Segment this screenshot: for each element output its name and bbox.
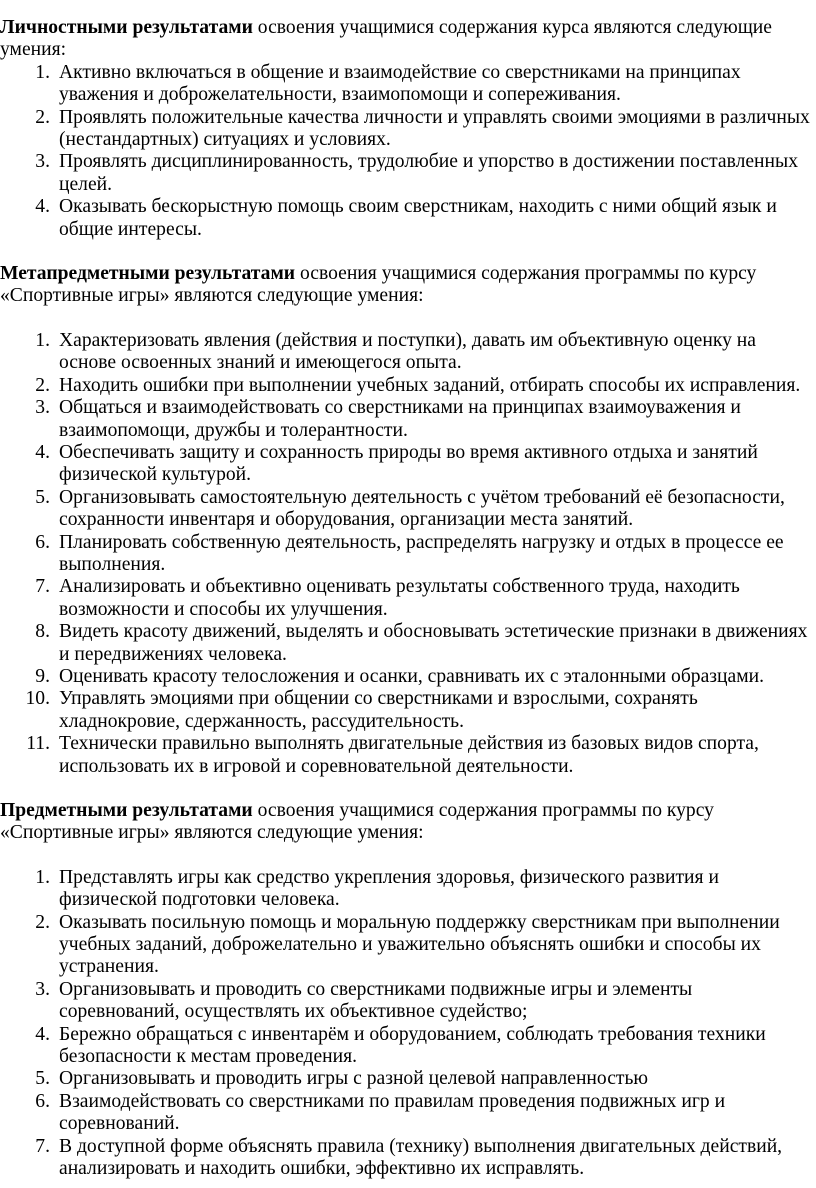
list-item-number: 6.	[35, 1090, 50, 1112]
list-item-text: Оценивать красоту телосложения и осанки, сравнивать их с эталонными образцами.	[59, 665, 764, 687]
list-item	[0, 576, 816, 621]
list-item-number: 3.	[35, 151, 50, 173]
metasubject-results-list	[0, 330, 816, 778]
subject-results-list	[0, 867, 816, 1181]
list-item-number: 1.	[35, 329, 50, 351]
list-item	[0, 912, 816, 979]
list-item-number: 3.	[35, 397, 50, 419]
list-item	[0, 442, 816, 487]
list-item-text: Анализировать и объективно оценивать результаты собственного труда, находить возможности и способы их улучшения.	[59, 576, 740, 620]
list-item-text: Характеризовать явления (действия и поступки), давать им объективную оценку на основе освоенных знаний и имеющегося опыта.	[59, 329, 756, 374]
metasubject-results-heading-bold: Метапредметными результатами	[0, 263, 296, 285]
list-item	[0, 666, 816, 688]
list-item	[0, 151, 816, 196]
list-item	[0, 375, 816, 397]
list-item	[0, 867, 816, 912]
list-item-text: Представлять игры как средство укрепления здоровья, физического развития и физической подготовки человека.	[59, 866, 719, 911]
list-item	[0, 733, 816, 778]
list-item-number: 2.	[35, 911, 50, 933]
list-item	[0, 979, 816, 1024]
personal-results-heading	[0, 17, 816, 62]
list-item-number: 7.	[35, 576, 50, 598]
list-item	[0, 487, 816, 532]
list-item	[0, 1068, 816, 1090]
list-item-number: 8.	[35, 621, 50, 643]
list-item-text: В доступной форме объяснять правила (технику) выполнения двигательных действий, анализировать и находить ошибки, эффективно их исправлять.	[59, 1135, 783, 1180]
list-item	[0, 621, 816, 666]
subject-results-heading	[0, 800, 816, 845]
list-item	[0, 1024, 816, 1069]
list-item	[0, 62, 816, 107]
subject-results-heading-bold: Предметными результатами	[0, 800, 253, 821]
list-item-number: 4.	[35, 196, 50, 218]
list-item-number: 5.	[35, 486, 50, 508]
list-item-text: Организовывать и проводить со сверстниками подвижные игры и элементы соревнований, осуществлять их объективное судейство;	[59, 978, 693, 1023]
list-item-text: Общаться и взаимодействовать со сверстниками на принципах взаимоуважения и взаимопомощи, дружбы и толерантности.	[59, 397, 741, 441]
list-item-text: Видеть красоту движений, выделять и обосновывать эстетические признаки в движениях и передвижениях человека.	[59, 621, 808, 665]
list-item-number: 11.	[26, 733, 50, 755]
list-item-text: Находить ошибки при выполнении учебных заданий, отбирать способы их исправления.	[59, 374, 801, 396]
list-item-text: Планировать собственную деятельность, распределять нагрузку и отдых в процессе ее выполнения.	[59, 531, 784, 575]
list-item-number: 2.	[35, 106, 50, 128]
list-item-number: 10.	[25, 688, 50, 710]
list-item	[0, 1136, 816, 1181]
list-item-text: Проявлять положительные качества личности и управлять своими эмоциями в различных (нестандартных) ситуациях и условиях.	[59, 106, 810, 151]
list-item-number: 3.	[35, 978, 50, 1000]
list-item-number: 5.	[35, 1068, 50, 1090]
list-item-text: Организовывать и проводить игры с разной целевой направленностью	[59, 1068, 649, 1090]
personal-results-heading-text: освоения учащимися содержания курса являются следующие умения:	[0, 17, 772, 61]
list-item-number: 9.	[35, 665, 50, 687]
list-item	[0, 196, 816, 241]
list-item-text: Проявлять дисциплинированность, трудолюбие и упорство в достижении поставленных целей.	[59, 151, 798, 195]
metasubject-results-heading	[0, 263, 816, 308]
list-item-number: 2.	[35, 374, 50, 396]
list-item-text: Взаимодействовать со сверстниками по правилам проведения подвижных игр и соревнований.	[59, 1090, 726, 1135]
list-item-number: 1.	[35, 61, 50, 83]
list-item-text: Активно включаться в общение и взаимодействие со сверстниками на принципах уважения и доброжелательности, взаимопомощи и сопереживания.	[59, 61, 741, 106]
list-item-text: Оказывать бескорыстную помощь своим сверстникам, находить с ними общий язык и общие интересы.	[59, 196, 777, 240]
list-item-number: 4.	[35, 1023, 50, 1045]
metasubject-results-heading-text: освоения учащимися содержания программы по курсу «Спортивные игры» являются следующие умения:	[0, 263, 757, 307]
list-item-number: 7.	[35, 1135, 50, 1157]
list-item-text: Технически правильно выполнять двигательные действия из базовых видов спорта, использовать их в игровой и соревновательной деятельности.	[59, 733, 759, 777]
list-item-text: Организовывать самостоятельную деятельность с учётом требований её безопасности, сохранности инвентаря и оборудования, организации места занятий.	[59, 486, 785, 531]
personal-results-list	[0, 62, 816, 241]
list-item-number: 6.	[35, 531, 50, 553]
list-item-text: Обеспечивать защиту и сохранность природы во время активного отдыха и занятий физической культурой.	[59, 441, 758, 486]
list-item-text: Оказывать посильную помощь и моральную поддержку сверстникам при выполнении учебных заданий, доброжелательно и уважительно объяснять ошибки и способы их устранения.	[59, 911, 780, 978]
list-item-number: 1.	[35, 866, 50, 888]
list-item-text: Управлять эмоциями при общении со сверстниками и взрослыми, сохранять хладнокровие, сдержанность, рассудительность.	[59, 688, 698, 732]
list-item	[0, 330, 816, 375]
list-item	[0, 532, 816, 577]
list-item	[0, 1091, 816, 1136]
personal-results-heading-bold: Личностными результатами	[0, 17, 253, 38]
document-page	[0, 17, 816, 1181]
list-item	[0, 107, 816, 152]
list-item	[0, 688, 816, 733]
list-item-text: Бережно обращаться с инвентарём и оборудованием, соблюдать требования техники безопасности к местам проведения.	[59, 1023, 766, 1068]
list-item	[0, 397, 816, 442]
subject-results-heading-text: освоения учащимися содержания программы по курсу «Спортивные игры» являются следующие умения:	[0, 800, 714, 844]
list-item-number: 4.	[35, 441, 50, 463]
